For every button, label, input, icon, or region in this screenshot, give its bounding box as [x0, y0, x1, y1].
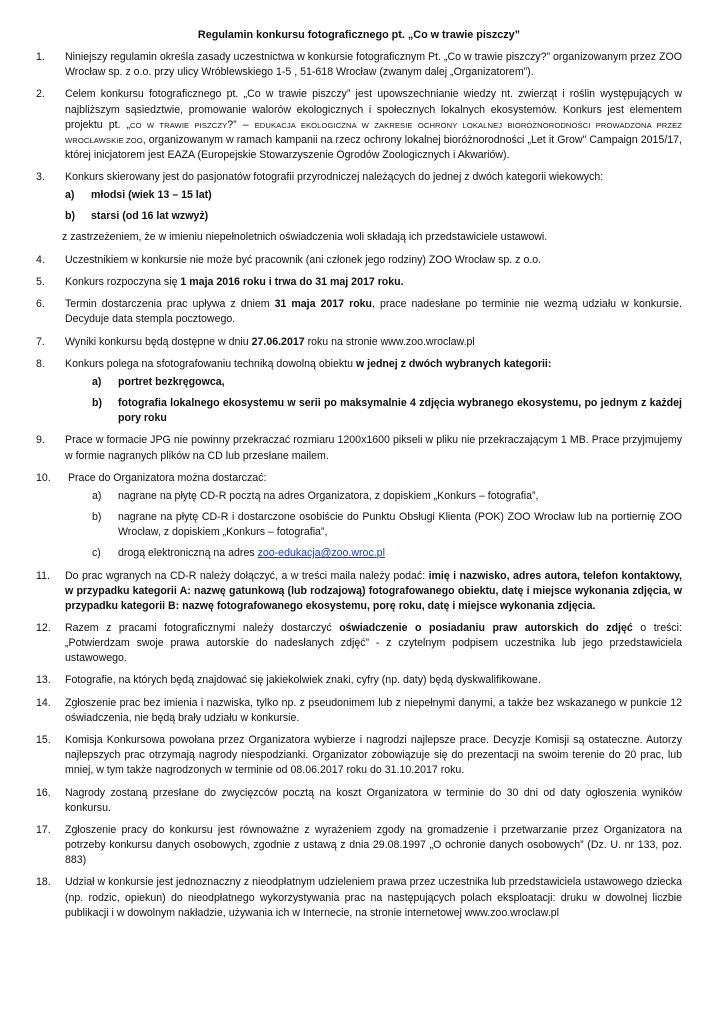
document-page — [36, 28, 685, 928]
age-categories-list — [65, 188, 682, 224]
rule-number: 18. — [36, 876, 51, 889]
delivery-options-list — [92, 489, 685, 561]
list-item-text: portret bezkręgowca, — [118, 376, 225, 388]
rule-number: 14. — [36, 696, 51, 709]
rule-7 — [36, 335, 682, 350]
rule-number: 17. — [36, 823, 51, 836]
list-item-letter: a) — [65, 189, 75, 202]
list-item-text: nagrane na płytę CD-R i dostarczone osobiście do Punktu Obsługi Klienta (POK) ZOO Wrocław lub na portiernię ZOO Wrocław, z dopiskiem „Konkurs – fotografia”, — [118, 511, 685, 539]
rule-text-part: o treści: „Potwierdzam swoje prawa autorskie do nadesłanych zdjęć” - z czytelnym podpisem uczestnika lub jego przedstawiciela ustawowego. — [65, 621, 685, 665]
rule-number: 6. — [36, 298, 45, 311]
rule-number: 13. — [36, 674, 51, 687]
guardian-note: z zastrzeżeniem, że w imieniu niepełnoletnich oświadczenia woli składają ich przedstawiciele ustawowi. — [62, 231, 548, 244]
list-item-letter: a) — [92, 489, 102, 502]
photo-categories-list — [92, 375, 685, 426]
rule-8 — [36, 357, 685, 426]
rule-14 — [36, 696, 685, 726]
list-item — [92, 546, 682, 561]
rule-bold-part: 31 maja 2017 roku — [274, 298, 373, 311]
rule-text — [65, 569, 685, 614]
list-item — [92, 510, 685, 540]
rule-text — [65, 733, 685, 778]
rule-text — [65, 875, 685, 920]
rule-text-part: Nagrody zostaną przesłane do zwycięzców pocztą na koszt Organizatora w terminie do 30 dni od daty ogłoszenia wyników konkursu. — [65, 786, 685, 814]
list-item-text: starsi (od 16 lat wzwyż) — [91, 210, 209, 223]
rule-bold-part: imię i nazwisko, adres autora, telefon kontaktowy, w przypadku kategorii A: nazwę gatunkową (lub rodzajową) fotografowanego obiektu, datę i miejsce wykonania zdjęcia, w przypadku kategorii B: nazwę fotografowanego ekosystemu, porę roku, datę i miejsce wykonania zdjęcia. — [65, 569, 685, 612]
rule-bold-part: 1 maja 2016 roku i trwa do 31 maj 2017 roku. — [180, 275, 404, 288]
rule-text — [65, 696, 685, 726]
rule-text-part: roku na stronie www.zoo.wroclaw.pl — [304, 335, 475, 348]
rule-text-part: Do prac wgranych na CD-R należy dołączyć, a w treści maila należy podać: — [65, 569, 429, 582]
rule-text — [65, 471, 682, 486]
rule-3 — [36, 170, 682, 245]
rule-text-part: Udział w konkursie jest jednoznaczny z nieodpłatnym udzieleniem prawa przez uczestnika lub przedstawiciela ustawowego dziecka (np. rodzic, opiekun) do nieodpłatnego wykorzystywania prac na następujących polach eksploatacji: druku w dowolnej liczbie publikacji i w dowolnym nakładzie, używania ich w Internecie, na stronie internetowej www.zoo.wroclaw.pl — [65, 876, 685, 919]
rule-6 — [36, 297, 685, 327]
rule-text-part: Niniejszy regulamin określa zasady uczestnictwa w konkursie fotograficznym Pt. „Co w trawie piszczy?” organizowanym przez ZOO Wrocław sp. z o.o. przy ulicy Wróblewskiego 1-5 , 51-618 Wrocław (zwanym dalej „Organizatorem”). — [65, 51, 685, 79]
rule-text-part: Prace do Organizatora można dostarczać: — [65, 471, 267, 484]
rule-number: 9. — [36, 434, 45, 447]
rule-11 — [36, 569, 685, 614]
list-item — [65, 188, 682, 203]
rule-15 — [36, 733, 685, 778]
rule-text-part: Termin dostarczenia prac upływa z dniem — [65, 298, 275, 311]
rule-text-part: Uczestnikiem w konkursie nie może być pracownik (ani członek jego rodziny) ZOO Wrocław sp. z o.o. — [65, 253, 542, 266]
rule-12 — [36, 621, 685, 666]
rule-text — [65, 253, 682, 268]
rule-text-part: Prace w formacie JPG nie powinny przekraczać rozmiaru 1200x1600 pikseli w pliku nie przekraczającym 1 MB. Prace przyjmujemy w formie nagranych plików na CD lub przesłane mailem. — [65, 434, 685, 462]
rule-bold-part: 27.06.2017 — [251, 335, 305, 348]
rule-16 — [36, 786, 685, 816]
rule-9 — [36, 433, 685, 463]
rule-text-part: Komisja Konkursowa powołana przez Organizatora wybierze i nagrodzi najlepsze prace. Decyzje Komisji są ostateczne. Autorzy najlepszych prac otrzymają nagrody niespodzianki. Organizator zobowiązuje się do prezentacji na swoim terenie do 20 prac, lub mniej, w tym także nagrodzonych w terminie od 08.06.2017 roku do 31.10.2017 roku. — [65, 734, 685, 777]
rule-number: 12. — [36, 621, 51, 634]
rule-4 — [36, 253, 682, 268]
rule-13 — [36, 673, 682, 688]
rule-text — [65, 275, 682, 290]
rule-text-part: Zgłoszenie prac bez imienia i nazwiska, tylko np. z pseudonimem lub z niepełnymi danymi, a także bez wskazanego w punkcie 12 oświadczenia, nie będą brały udziału w konkursie. — [65, 696, 685, 724]
list-item-letter: b) — [65, 210, 75, 223]
rule-text — [65, 297, 685, 327]
list-item-text: nagrane na płytę CD-R pocztą na adres Organizatora, z dopiskiem „Konkurs – fotografia”, — [118, 489, 539, 502]
rule-number: 11. — [36, 569, 50, 582]
rule-bold-part: oświadczenie o posiadaniu praw autorskich do zdjęć — [339, 621, 633, 634]
list-item-text: fotografia lokalnego ekosystemu w serii po maksymalnie 4 zdjęcia wybranego ekosystemu, po jednym z każdej pory roku — [118, 397, 685, 425]
rule-text-part: Fotografie, na których będą znajdować się jakiekolwiek znaki, cyfry (np. daty) będą dyskwalifikowane. — [65, 674, 541, 687]
rule-text-part: Wyniki konkursu będą dostępne w dniu — [65, 335, 252, 348]
rule-number: 5. — [36, 275, 45, 288]
rules-list — [36, 50, 685, 921]
rule-text — [65, 87, 685, 162]
rule-number: 4. — [36, 253, 45, 266]
list-item-text: młodsi (wiek 13 – 15 lat) — [91, 189, 212, 202]
list-item-letter: a) — [92, 376, 102, 388]
rule-text — [65, 170, 682, 185]
rule-text-part: Razem z pracami fotograficznymi należy dostarczyć — [65, 621, 340, 634]
list-item-letter: b) — [92, 511, 102, 524]
rule-number: 7. — [36, 335, 45, 348]
rule-text — [65, 357, 682, 372]
document-title: Regulamin konkursu fotograficznego pt. „Co w trawie piszczy” — [197, 29, 521, 41]
rule-text — [65, 433, 685, 463]
rule-number: 16. — [36, 786, 51, 799]
rule-text-part: , prace nadesłane po terminie nie wezmą udziału w konkursie. Decyduje data stempla pocztowego. — [65, 298, 685, 326]
rule-1 — [36, 50, 685, 80]
list-item-text: drogą elektroniczną na adres — [118, 547, 258, 560]
rule-number: 1. — [36, 51, 45, 64]
rule-smallcaps-part: CO W TRAWIE PISZCZY — [130, 120, 228, 130]
rule-10 — [36, 471, 685, 561]
list-item — [65, 209, 682, 224]
rule-text — [65, 50, 685, 80]
rule-5 — [36, 275, 682, 290]
rule-2 — [36, 87, 685, 162]
rule-number: 8. — [36, 357, 45, 370]
rule-17 — [36, 823, 685, 868]
rule-text-part: Konkurs rozpoczyna się — [65, 275, 181, 288]
rule-text — [65, 621, 685, 666]
rule-text — [65, 335, 682, 350]
rule-text — [65, 673, 682, 688]
rule-18 — [36, 875, 685, 920]
list-item-letter: b) — [92, 397, 102, 410]
rule-text-part: , organizowanym w ramach kampanii na rzecz ochrony lokalnej bioróżnorodności „Let it Grow" Campaign 2015/17, której inicjatorem jest EAZA (Europejskie Stowarzyszenie Ogrodów Zoologicznych i Akwariów). — [65, 133, 685, 161]
rule-number: 3. — [36, 171, 45, 184]
rule-text — [65, 786, 685, 816]
rule-text-part: ?” – — [227, 118, 255, 131]
rule-text — [65, 823, 685, 868]
rule-text-part: Konkurs polega na sfotografowaniu techniką dowolną obiektu — [65, 357, 356, 370]
rule-text-part: Konkurs skierowany jest do pasjonatów fotografii przyrodniczej należących do jednej z dwóch kategorii wiekowych: — [65, 171, 604, 184]
rule-number: 10. — [36, 471, 51, 484]
list-item-letter: c) — [92, 547, 101, 560]
email-link[interactable]: zoo-edukacja@zoo.wroc.pl — [257, 547, 385, 560]
rule-bold-part: w jednej z dwóch wybranych kategorii: — [355, 357, 552, 370]
list-item — [92, 375, 682, 390]
list-item — [92, 489, 682, 504]
rule-number: 2. — [36, 88, 45, 101]
list-item — [92, 396, 685, 426]
rule-smallcaps-part: EDUKACJA EKOLOGICZNA W ZAKRESIE OCHRONY LOKALNEJ BIORÓŻNORODNOŚCI PROWADZONA PRZEZ WROCŁAWSKIE ZOO — [65, 120, 685, 145]
rule-number: 15. — [36, 734, 51, 747]
rule-text-part: Zgłoszenie pracy do konkursu jest równoważne z wyrażeniem zgody na gromadzenie i przetwarzanie przez Organizatora na potrzeby konkursu danych osobowych, zgodnie z ustawą z dnia 29.08.1997 „O ochronie danych osobowych” (Dz. U. nr 133, poz. 883) — [65, 823, 685, 867]
rule-text-part: Celem konkursu fotograficznego pt. „Co w trawie piszczy” jest upowszechnianie wiedzy nt. zwierząt i roślin występujących w najbliższym sąsiedztwie, promowanie walorów ekologicznych i społecznych lokalnych ekosystemów. Konkurs jest elementem projektu pt. „ — [65, 88, 685, 131]
